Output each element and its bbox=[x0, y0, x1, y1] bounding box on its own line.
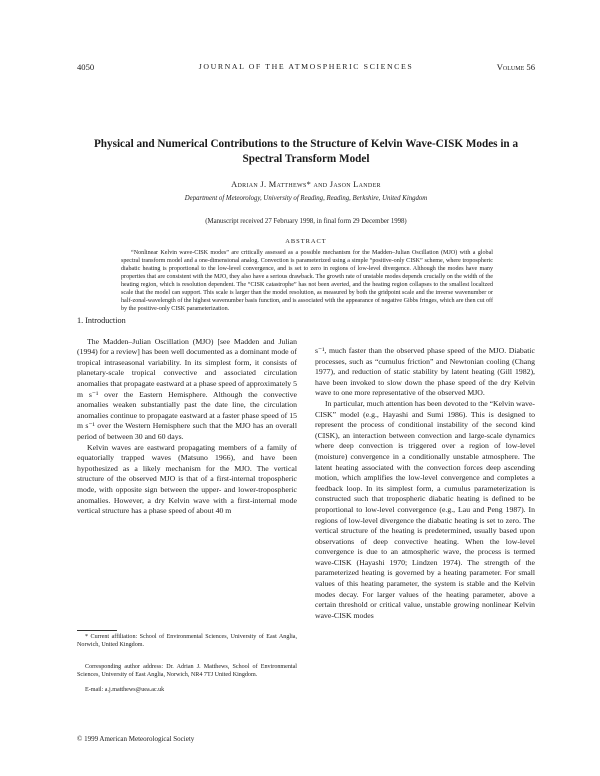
running-head bbox=[77, 62, 535, 74]
footnote-rule bbox=[77, 630, 117, 631]
manuscript-dates: (Manuscript received 27 February 1998, in final form 29 December 1998) bbox=[205, 218, 407, 225]
abstract-heading: ABSTRACT bbox=[285, 238, 327, 245]
intro-paragraph-2-continued: s⁻¹, much faster than the observed phase speed of the MJO. Diabatic processes, such as “cumulus friction” and Newtonian cooling (Chang 1977), and reduction of static stability by latent heating (Gill 1982), have been invoked to slow down the phase speed of the dry Kelvin wave to one more representative of the observed MJO. bbox=[315, 346, 535, 398]
page-number: 4050 bbox=[77, 62, 95, 72]
intro-paragraph-2: Kelvin waves are eastward propagating members of a family of equatorially trapped waves (Matsuno 1966), and have been hypothesized as a likely mechanism for the MJO. The vertical structure of the observed MJO is that of a first-internal tropospheric mode, with opposite sign between the upper- and lower-tropospheric anomalies. However, a dry Kelvin wave with a first-internal mode vertical structure has a phase speed of about 40 m bbox=[77, 442, 297, 516]
intro-paragraph-3: In particular, much attention has been devoted to the “Kelvin wave-CISK” model (e.g., Hayashi and Sumi 1986). This is designed to represent the process of conditional instability of the second kind (CISK), an interaction between convection and large-scale dynamics where deep convection is triggered over a region of low-level (moisture) convergence in a conditionally unstable atmosphere. The latent heating associated with the convection forces deep ascending motion, which amplifies the low-level convergence and completes a feedback loop. In its simplest form, a cumulus parameterization is constructed such that tropospheric diabatic heating is defined to be proportional to low-level convergence (e.g., Lau and Peng 1987). In regions of low-level divergence the diabatic heating is set to zero. The vertical structure of the heating is predetermined, usually based upon observations of deep convective heating. When the low-level convergence is due to an atmospheric wave, the process is termed wave-CISK (Hayashi 1970; Lindzen 1974). The strength of the parameterized heating is governed by a heating parameter. For small values of this heating parameter, the system is stable and the Kelvin modes decay. For larger values of the heating parameter, above a certain threshold or critical value, unstable growing nonlinear Kelvin wave-CISK modes bbox=[315, 398, 535, 620]
intro-paragraph-1: The Madden–Julian Oscillation (MJO) [see Madden and Julian (1994) for a review] has been well documented as a dominant mode of tropical intraseasonal variability. In its simplest form, it consists of planetary-scale tropical convective and associated circulation anomalies that propagate eastward at a phase speed of approximately 5 m s⁻¹ over the Eastern Hemisphere. Although the convective anomalies weaken substantially past the date line, the circulation anomalies continue to propagate eastward at a faster phase speed of 15 m s⁻¹ over the Western Hemisphere such that the MJO has an overall period of between 30 and 60 days. bbox=[77, 336, 297, 441]
affiliation: Department of Meteorology, University of Reading, Reading, Berkshire, United Kingdom bbox=[184, 195, 428, 202]
abstract-text: “Nonlinear Kelvin wave-CISK modes” are critically assessed as a possible mechanism for the Madden–Julian Oscillation (MJO) with a global spectral transform model and a one-dimensional analog. Convection is parameterized using a simple “positive-only CISK” scheme, where tropospheric diabatic heating is proportional to the low-level convergence, and is set to zero in regions of low-level divergence. Although the modes have many properties that are consistent with the MJO, they also have a serious drawback. The growth rate of unstable modes depends crucially on the width of the heating region, which is resolution dependent. The “CISK catastrophe” has not been averted, and the heating region collapses to the smallest localized scale that the model can support. This scale is larger than the model resolution, as measured by both the gridpoint scale and the inverse wavenumber or half-zonal-wavelength of the highest wavenumber basis function, and is associated with the appearance of negative Gibbs fringes, which are then cut off by the positive-only CISK parameterization. bbox=[121, 250, 493, 312]
paper-title: Physical and Numerical Contributions to the Structure of Kelvin Wave-CISK Modes in a Spectral Transform Model bbox=[93, 138, 519, 165]
left-column bbox=[77, 316, 297, 517]
footnote-current-affiliation: * Current affiliation: School of Environmental Sciences, University of East Anglia, Norwich, United Kingdom. bbox=[77, 634, 297, 648]
footnote-corresponding-address: Corresponding author address: Dr. Adrian J. Matthews, School of Environmental Sciences, University of East Anglia, Norwich, NR4 7TJ United Kingdom. bbox=[77, 664, 297, 678]
journal-name: JOURNAL OF THE ATMOSPHERIC SCIENCES bbox=[198, 62, 414, 71]
footnote-email: E-mail: a.j.matthews@uea.ac.uk bbox=[85, 687, 165, 693]
copyright: © 1999 American Meteorological Society bbox=[77, 735, 195, 743]
section-heading: 1. Introduction bbox=[77, 316, 126, 325]
authors: Adrian J. Matthews* and Jason Lander bbox=[231, 180, 381, 189]
volume-label: Volume 56 bbox=[496, 62, 535, 72]
right-column bbox=[315, 346, 535, 621]
